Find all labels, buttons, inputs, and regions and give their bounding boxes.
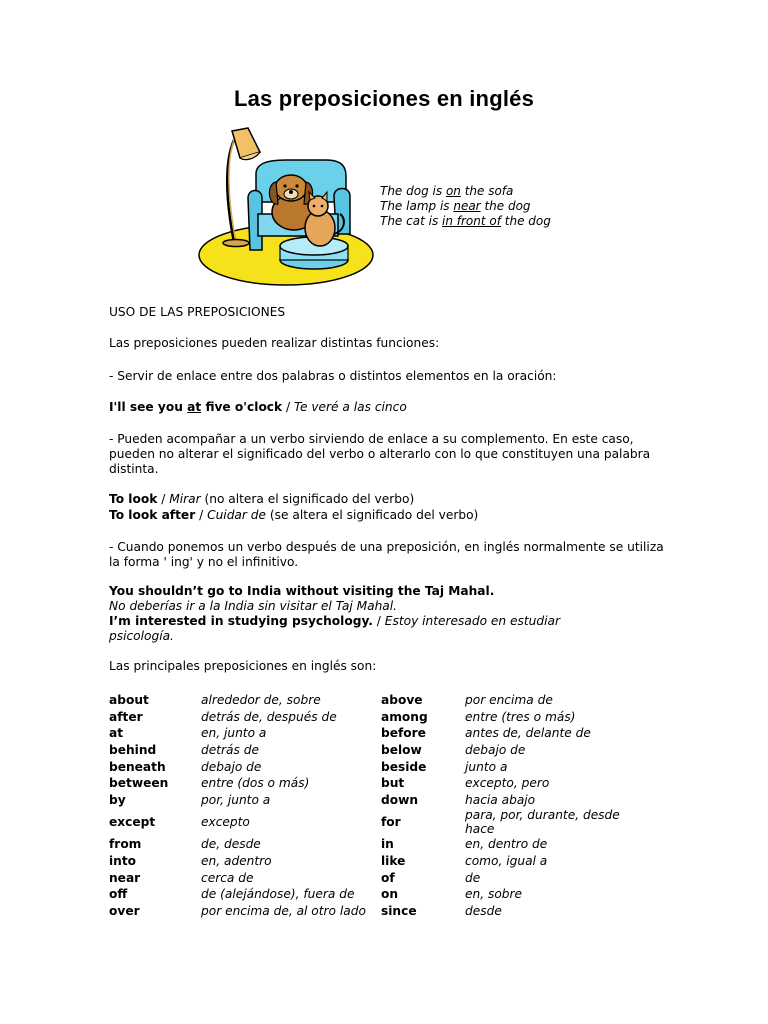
table-row bbox=[109, 869, 649, 886]
preposition-en: above bbox=[381, 693, 423, 708]
table-row bbox=[109, 853, 649, 870]
preposition-en: for bbox=[381, 815, 401, 830]
translation-es: por encima de bbox=[465, 693, 553, 708]
table-row bbox=[109, 725, 649, 742]
table-row bbox=[109, 742, 649, 759]
translation-es: entre (tres o más) bbox=[465, 709, 576, 724]
translation-es: en, sobre bbox=[465, 887, 523, 902]
table-row bbox=[109, 775, 649, 792]
preposition-en: off bbox=[109, 887, 128, 902]
list-intro: Las principales preposiciones en inglés son: bbox=[109, 659, 377, 673]
table-row bbox=[109, 903, 649, 920]
translation-es: de (alejándose), fuera de bbox=[201, 887, 355, 902]
preposition-en: near bbox=[109, 870, 141, 885]
translation-es: cerca de bbox=[201, 870, 254, 885]
translation-es: de bbox=[465, 870, 481, 885]
point-3: - Cuando ponemos un verbo después de una preposición, en inglés normalmente se utiliza la forma ' ing' y no el infinitivo. bbox=[109, 540, 664, 569]
point-1: - Servir de enlace entre dos palabras o distintos elementos en la oración: bbox=[109, 369, 557, 383]
translation-es: de, desde bbox=[201, 837, 261, 852]
preposition-en: beside bbox=[381, 759, 427, 774]
table-row bbox=[109, 758, 649, 775]
preposition-en: at bbox=[109, 726, 124, 741]
translation-es: debajo de bbox=[465, 743, 526, 758]
translation-es: junto a bbox=[465, 759, 508, 774]
preposition-en: by bbox=[109, 792, 126, 807]
translation-es: excepto bbox=[201, 815, 250, 830]
translation-es: entre (dos o más) bbox=[201, 776, 310, 791]
table-row bbox=[109, 808, 649, 836]
preposition-en: among bbox=[381, 709, 428, 724]
point-2: - Pueden acompañar a un verbo sirviendo de enlace a su complemento. En este caso, pueden no alterar el significado del verbo o alterarlo con lo que constituyen una palabra distinta. bbox=[109, 432, 651, 476]
page-title: Las preposiciones en inglés bbox=[233, 86, 535, 111]
prepositions-table bbox=[109, 692, 649, 919]
translation-es: desde bbox=[465, 903, 502, 918]
preposition-en: in bbox=[381, 837, 394, 852]
translation-es: hacia abajo bbox=[465, 792, 536, 807]
section-heading: USO DE LAS PREPOSICIONES bbox=[109, 305, 286, 319]
dog-cat-sofa-illustration bbox=[196, 122, 378, 288]
table-row bbox=[109, 792, 649, 809]
table-row bbox=[109, 836, 649, 853]
preposition-en: behind bbox=[109, 743, 157, 758]
caption-line: The lamp is near the dog bbox=[380, 199, 531, 213]
translation-es: excepto, pero bbox=[465, 776, 550, 791]
preposition-en: like bbox=[381, 854, 406, 869]
preposition-en: from bbox=[109, 837, 142, 852]
preposition-en: about bbox=[109, 693, 149, 708]
preposition-en: over bbox=[109, 903, 140, 918]
caption-line: The dog is on the sofa bbox=[380, 184, 514, 198]
preposition-en: except bbox=[109, 815, 156, 830]
preposition-en: after bbox=[109, 709, 143, 724]
translation-es: en, junto a bbox=[201, 726, 267, 741]
preposition-en: before bbox=[381, 726, 426, 741]
preposition-en: on bbox=[381, 887, 399, 902]
example-3a bbox=[109, 584, 669, 614]
example-3b: I’m interested in studying psychology. / Estoy interesado en estudiar psicología. bbox=[109, 614, 560, 643]
preposition-en: into bbox=[109, 854, 137, 869]
example-1: I'll see you at five o'clock / Te veré a las cinco bbox=[109, 400, 407, 414]
translation-es: como, igual a bbox=[465, 854, 548, 869]
preposition-en: but bbox=[381, 776, 405, 791]
preposition-en: since bbox=[381, 903, 417, 918]
example-2a: To look / Mirar (no altera el significado del verbo) bbox=[109, 492, 415, 506]
translation-es: en, dentro de bbox=[465, 837, 548, 852]
translation-es: por encima de, al otro lado bbox=[201, 903, 366, 918]
table-row bbox=[109, 692, 649, 709]
translation-es: en, adentro bbox=[201, 854, 272, 869]
translation-es: debajo de bbox=[201, 759, 262, 774]
table-row bbox=[109, 709, 649, 726]
example-3a-spanish: No deberías ir a la India sin visitar el Taj Mahal. bbox=[109, 599, 398, 613]
preposition-en: down bbox=[381, 792, 419, 807]
preposition-en: beneath bbox=[109, 759, 166, 774]
caption-line: The cat is in front of the dog bbox=[380, 214, 551, 228]
example-3a-english: You shouldn’t go to India without visiting the Taj Mahal. bbox=[109, 584, 495, 598]
table-row bbox=[109, 886, 649, 903]
translation-es: para, por, durante, desde hace bbox=[465, 808, 620, 837]
example-2b: To look after / Cuidar de (se altera el significado del verbo) bbox=[109, 508, 479, 522]
translation-es: antes de, delante de bbox=[465, 726, 591, 741]
translation-es: detrás de bbox=[201, 743, 259, 758]
preposition-en: between bbox=[109, 776, 169, 791]
illustration-captions bbox=[380, 184, 551, 229]
translation-es: por, junto a bbox=[201, 792, 271, 807]
intro-paragraph: Las preposiciones pueden realizar distintas funciones: bbox=[109, 336, 440, 350]
translation-es: alrededor de, sobre bbox=[201, 693, 321, 708]
preposition-en: of bbox=[381, 870, 395, 885]
preposition-en: below bbox=[381, 743, 422, 758]
translation-es: detrás de, después de bbox=[201, 709, 337, 724]
